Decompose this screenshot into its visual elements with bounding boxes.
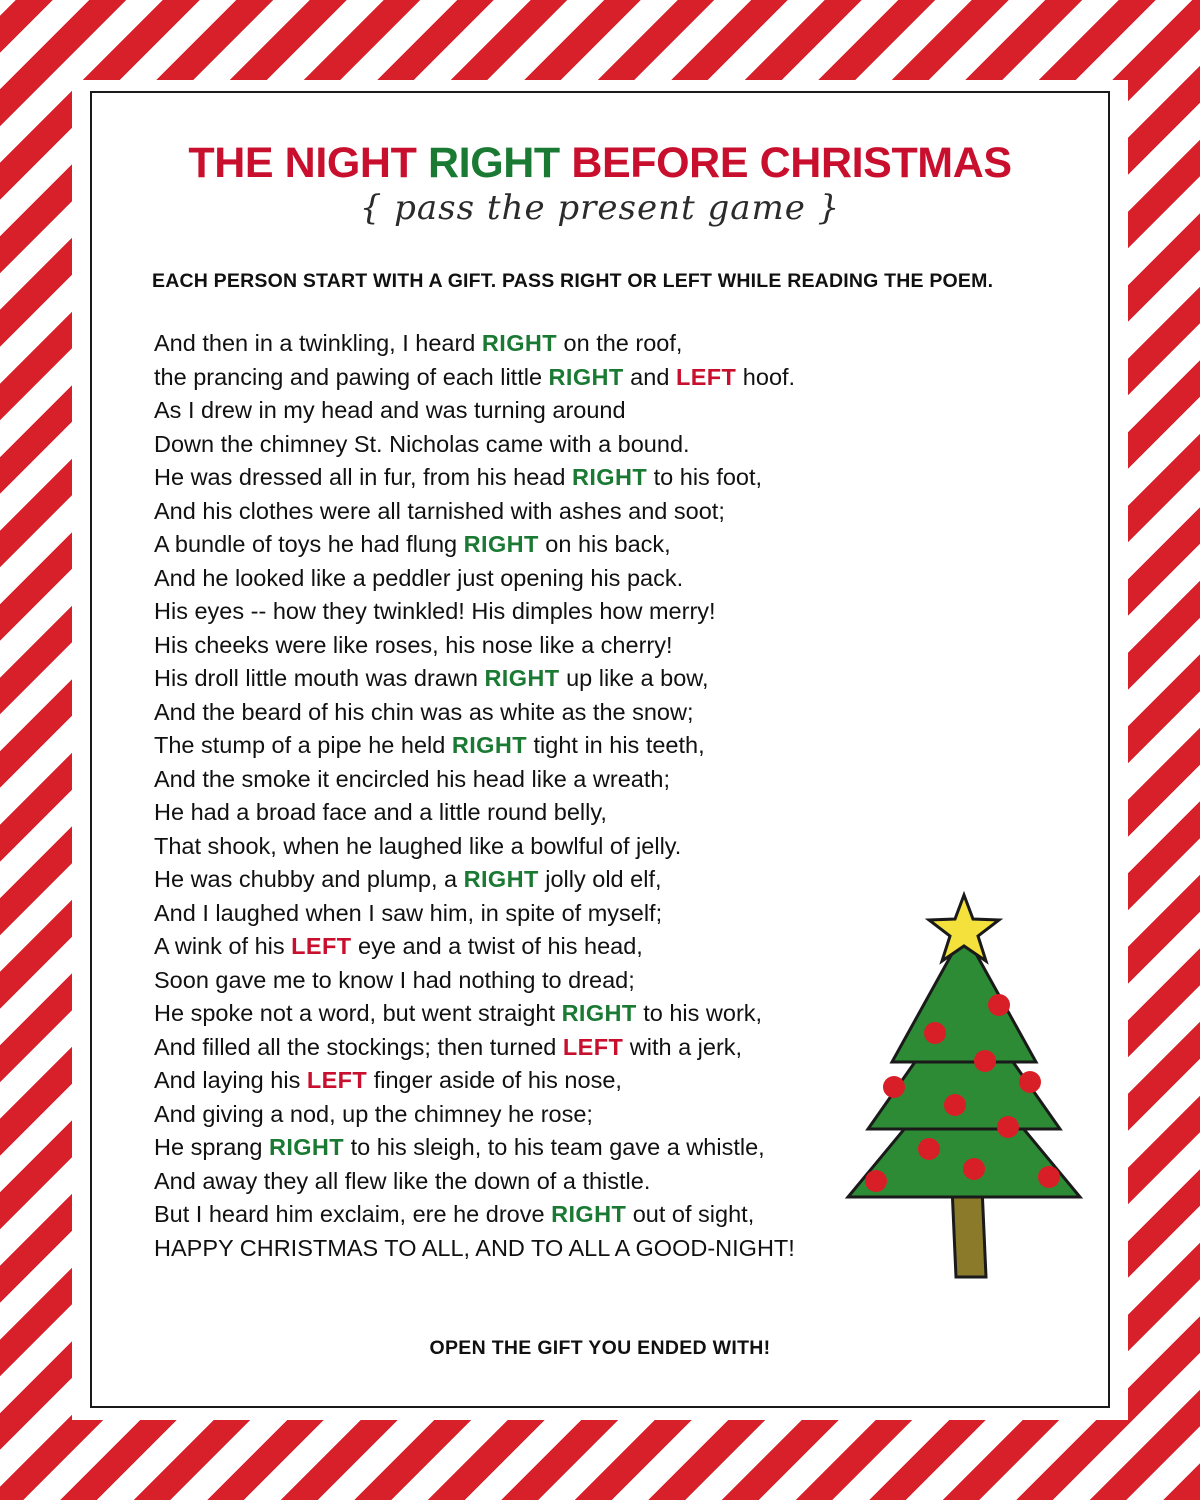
poem-line bbox=[154, 830, 1108, 864]
poem-line bbox=[154, 428, 1108, 462]
poem-text: And filled all the stockings; then turned bbox=[154, 1033, 563, 1060]
poem-text: But I heard him exclaim, ere he drove bbox=[154, 1201, 552, 1228]
poem-line bbox=[154, 696, 1108, 730]
page-title bbox=[92, 141, 1108, 186]
poem-line bbox=[154, 562, 1108, 596]
footer-note: OPEN THE GIFT YOU ENDED WITH! bbox=[429, 1337, 771, 1360]
poem-keyword-left: LEFT bbox=[675, 363, 737, 390]
poem-text: And giving a nod, up the chimney he rose; bbox=[154, 1100, 593, 1127]
poem-text: Down the chimney St. Nicholas came with a bound. bbox=[154, 430, 690, 457]
poem-text: with a jerk, bbox=[623, 1033, 743, 1060]
poem-keyword-right: RIGHT bbox=[451, 732, 527, 759]
poem-text: And his clothes were all tarnished with ashes and soot; bbox=[154, 497, 725, 524]
poem-text: And he looked like a peddler just opening his pack. bbox=[154, 564, 684, 591]
poem-text: to his sleigh, to his team gave a whistle, bbox=[344, 1134, 765, 1161]
poem-line bbox=[154, 394, 1108, 428]
poem-text: His cheeks were like roses, his nose like a cherry! bbox=[154, 631, 673, 658]
poem-keyword-right: RIGHT bbox=[571, 464, 648, 491]
poem-keyword-left: LEFT bbox=[291, 933, 352, 960]
poem-keyword-left: LEFT bbox=[306, 1067, 368, 1094]
poem-text: And away they all flew like the down of a thistle. bbox=[154, 1167, 651, 1194]
poem-line bbox=[154, 629, 1108, 663]
poem-line bbox=[154, 595, 1108, 629]
poem-text: And laying his bbox=[154, 1067, 307, 1094]
poem-text: And then in a twinkling, I heard bbox=[154, 330, 482, 357]
poem-text: That shook, when he laughed like a bowlful of jelly. bbox=[154, 832, 682, 859]
poem-keyword-right: RIGHT bbox=[481, 330, 558, 357]
poem-text: finger aside of his nose, bbox=[367, 1067, 622, 1094]
poem-text: And the smoke it encircled his head like a wreath; bbox=[154, 765, 670, 792]
poem-text: and bbox=[623, 363, 676, 390]
poem-keyword-right: RIGHT bbox=[548, 363, 624, 390]
poem-text: His eyes -- how they twinkled! His dimples how merry! bbox=[154, 598, 716, 625]
poem-keyword-right: RIGHT bbox=[463, 866, 539, 893]
poem-line bbox=[154, 361, 1108, 395]
poem-text: to his foot, bbox=[647, 464, 763, 491]
content-frame bbox=[90, 91, 1110, 1408]
poem-line bbox=[154, 763, 1108, 797]
poem-line bbox=[154, 729, 1108, 763]
poem-container bbox=[92, 327, 1108, 1265]
poem-keyword-right: RIGHT bbox=[463, 531, 539, 558]
poem-text: And the beard of his chin was as white as the snow; bbox=[154, 698, 694, 725]
poem-text: The stump of a pipe he held bbox=[154, 732, 452, 759]
poem-text: He had a broad face and a little round belly, bbox=[154, 799, 607, 826]
poem-text: Soon gave me to know I had nothing to dread; bbox=[154, 966, 635, 993]
christmas-tree-icon bbox=[834, 887, 1094, 1287]
poem-text: to his work, bbox=[636, 1000, 763, 1027]
poem-keyword-left: LEFT bbox=[562, 1033, 624, 1060]
poem-line bbox=[154, 662, 1108, 696]
poem-text: tight in his teeth, bbox=[526, 732, 705, 759]
poem-text: up like a bow, bbox=[559, 665, 709, 692]
poem-text: He was dressed all in fur, from his head bbox=[154, 464, 572, 491]
poem-keyword-right: RIGHT bbox=[551, 1201, 627, 1228]
page-subtitle: { pass the present game } bbox=[359, 188, 841, 229]
poem-text: He sprang bbox=[154, 1134, 269, 1161]
poem-keyword-right: RIGHT bbox=[561, 1000, 637, 1027]
poem-line bbox=[154, 327, 1108, 361]
poem-line bbox=[154, 796, 1108, 830]
poem-text: HAPPY CHRISTMAS TO ALL, AND TO ALL A GOOD-NIGHT! bbox=[154, 1234, 795, 1261]
poem-line bbox=[154, 461, 1108, 495]
title-highlight-right: RIGHT bbox=[428, 139, 560, 187]
poem-text: And I laughed when I saw him, in spite of myself; bbox=[154, 899, 663, 926]
poem-text: He spoke not a word, but went straight bbox=[154, 1000, 562, 1027]
instructions-text: EACH PERSON START WITH A GIFT. PASS RIGHT OR LEFT WHILE READING THE POEM. bbox=[152, 270, 994, 293]
poem-line bbox=[154, 528, 1108, 562]
poem-keyword-right: RIGHT bbox=[484, 665, 560, 692]
poem-text: His droll little mouth was drawn bbox=[154, 665, 485, 692]
poem-text: He was chubby and plump, a bbox=[154, 866, 464, 893]
poem-text: hoof. bbox=[736, 363, 796, 390]
poem-text: As I drew in my head and was turning around bbox=[154, 397, 626, 424]
poem-keyword-right: RIGHT bbox=[268, 1134, 345, 1161]
poem-text: A wink of his bbox=[154, 933, 292, 960]
poem-text: on his back, bbox=[538, 531, 671, 558]
poem-text: eye and a twist of his head, bbox=[351, 933, 643, 960]
title-part-2: BEFORE CHRISTMAS bbox=[559, 139, 1012, 187]
poem-text: on the roof, bbox=[557, 330, 683, 357]
poem-text: jolly old elf, bbox=[538, 866, 662, 893]
poem-text: out of sight, bbox=[626, 1201, 755, 1228]
poem-line bbox=[154, 495, 1108, 529]
poem-text: A bundle of toys he had flung bbox=[154, 531, 464, 558]
title-part-1: THE NIGHT bbox=[188, 139, 428, 187]
poem-text: the prancing and pawing of each little bbox=[154, 363, 549, 390]
